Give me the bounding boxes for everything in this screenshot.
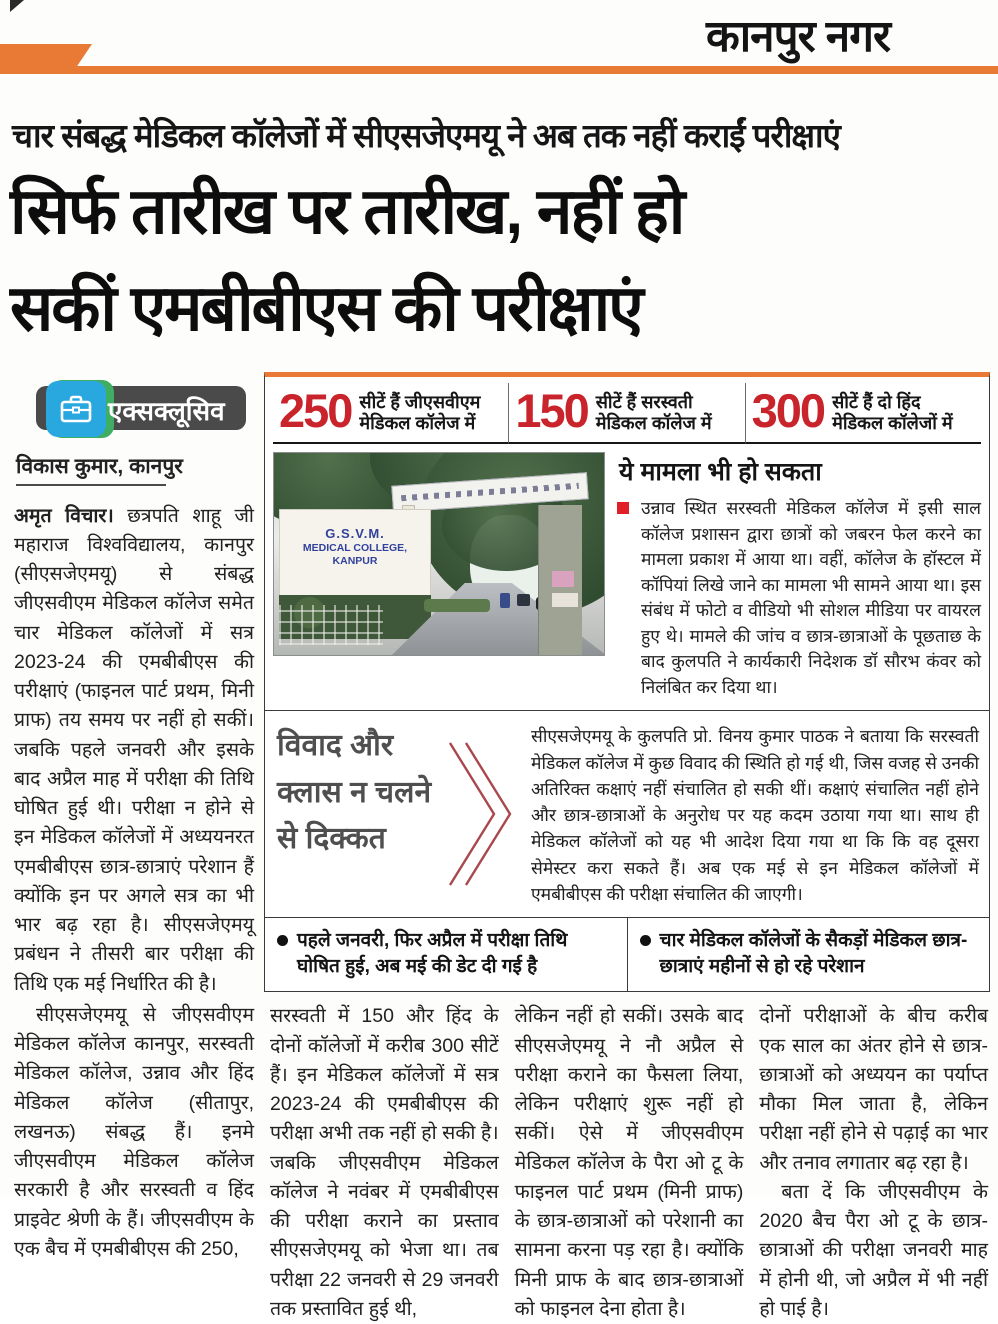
article-body <box>10 372 990 1324</box>
highlight-item <box>627 918 990 991</box>
case-box-text: उन्नाव स्थित सरस्वती मेडिकल कॉलेज में इसी साल कॉलेज प्रशासन द्वारा छात्रों को जबरन फेल करने का मामला प्रकाश में आया था। वहीं, कॉलेज के हॉस्टल में कॉपियां लिखे जाने का मामला भी सामने आया था। इस संबंध में फोटो व वीडियो भी सोशल मीडिया पर वायरल हुए थे। मामले की जांच व छात्र-छात्राओं के पूछताछ के बाद कुलपति ने कार्यकारी निदेशक डॉ सौरभ कंवर को निलंबित कर दिया था। <box>641 498 981 697</box>
byline: विकास कुमार, कानपुर <box>16 454 183 478</box>
stats-row <box>265 377 989 444</box>
road-verge <box>424 599 490 612</box>
gate-arch-text <box>401 483 579 501</box>
headline-line-1: सिर्फ तारीख पर तारीख, नहीं हो <box>10 175 684 247</box>
college-gate-photo <box>273 452 605 656</box>
college-sign-line1: G.S.V.M. <box>325 526 385 541</box>
photo-row <box>265 444 989 710</box>
second-paragraph: सीएसजेएमयू से जीएसवीएम मेडिकल कॉलेज कानपुर, सरस्वती मेडिकल कॉलेज, उन्नाव और हिंद मेडिकल कॉलेज (सीतापुर, लखनऊ) संबद्ध हैं। इनमे जीएसवीएम मेडिकल कॉलेज सरकारी है और सरस्वती व हिंद प्राइवेट श्रेणी के हैं। जीएसवीएम के एक बैच में एमबीबीएस की 250, <box>14 1003 254 1260</box>
column-paragraph: दोनों परीक्षाओं के बीच करीब एक साल का अंतर होने से छात्र-छात्राओं को अध्ययन का पर्याप्त मौका मिल जाता है, लेकिन परीक्षा नहीं होने से पढ़ाई का भार और तनाव लगातार बढ़ रहा है। <box>759 1005 989 1174</box>
feature-panel <box>264 372 990 993</box>
wall-poster <box>552 571 574 587</box>
headline-line-2: सकीं एमबीबीएस की परीक्षाएं <box>10 272 642 345</box>
body-column-2 <box>515 1002 744 1324</box>
exclusive-label: एक्सक्लूसिव <box>108 395 225 426</box>
stat-number: 150 <box>515 383 588 437</box>
quote-heading-line2: क्लास न चलने <box>277 775 432 809</box>
right-area <box>264 372 990 1324</box>
column-paragraph: बता दें कि जीएसवीएम के 2020 बैच पैरा ओ टू के छात्र-छात्राओं की परीक्षा जनवरी माह में होनी थी, जो अप्रैल में भी नहीं हो पाई है। <box>759 1180 989 1320</box>
orange-rule <box>24 66 998 74</box>
highlight-text: पहले जनवरी, फिर अप्रैल में परीक्षा तिथि घोषित हुई, अब मई की डेट दी गई है <box>297 930 568 977</box>
highlights-row <box>265 917 989 991</box>
quote-text: सीएसजेएमयू के कुलपति प्रो. विनय कुमार पाठक ने बताया कि सरस्वती मेडिकल कॉलेज में कुछ विवाद की स्थिति हो गई थी, जिस वजह से उनकी अतिरिक्त कक्षाएं नहीं संचालित हो सकी थीं। कक्षाएं संचालित नहीं होने और छात्र-छात्राओं के अनुरोध पर यह कदम उठाया गया था। साथ ही मेडिकल कॉलेजों को यह भी आदेश दिया गया था कि कि वह दूसरा सेमेस्टर करा सकते हैं। अब एक मई से इन मेडिकल कॉलेजों में एमबीबीएस की परीक्षा संचालित की जाएगी। <box>531 726 979 904</box>
highlight-text: चार मेडिकल कॉलेजों के सैकड़ों मेडिकल छात्र-छात्राएं महीनों से हो रहे परेशान <box>659 930 968 977</box>
stat-hind <box>745 383 981 444</box>
byline-rule <box>16 484 166 486</box>
bottom-columns <box>264 992 990 1324</box>
briefcase-icon <box>46 381 106 437</box>
stat-saraswati <box>508 383 744 444</box>
quote-heading <box>277 721 435 907</box>
stat-number: 300 <box>751 383 825 437</box>
case-box <box>617 452 981 700</box>
fence-grille <box>279 605 383 645</box>
college-sign <box>280 510 430 569</box>
highlight-item <box>265 918 627 991</box>
quote-heading-line3: से दिक्कत <box>277 822 386 856</box>
body-column-1 <box>270 1002 499 1324</box>
college-sign-wall <box>279 509 431 597</box>
stat-number: 250 <box>279 383 352 437</box>
lead-label: अमृत विचार। <box>14 504 114 527</box>
quote-heading-line1: विवाद और <box>277 729 394 763</box>
body-column-3 <box>759 1002 988 1324</box>
section-title: कानपुर नगर <box>705 12 890 61</box>
left-column <box>10 372 264 1265</box>
case-box-title: ये मामला भी हो सकता <box>619 458 822 486</box>
double-chevron-icon <box>441 721 525 907</box>
stat-label: सीटें हैं सरस्वती मेडिकल कॉलेज में <box>595 391 712 433</box>
masthead <box>10 0 990 82</box>
lead-paragraph <box>14 502 254 999</box>
bullet-dot-icon <box>640 935 651 946</box>
lead-text: छत्रपति शाहू जी महाराज विश्वविद्यालय, कानपुर (सीएसजेएमयू) से संबद्ध जीएसवीएम मेडिकल कॉलेज समेत चार मेडिकल कॉलेजों में सत्र 2023-24 की एमबीबीएस की परीक्षाएं (फाइनल पार्ट प्रथम, मिनी प्राफ) तय समय पर नहीं हो सकीं। जबकि पहले जनवरी और इसके बाद अप्रैल माह में परीक्षा की तिथि घोषित हुई थी। परीक्षा न होने से इन मेडिकल कॉलेजों में अध्ययनरत एमबीबीएस छात्र-छात्राएं परेशान हैं क्योंकि इन पर अगले सत्र का भी भार बढ़ रहा है। सीएसजेएमयू प्रबंधन ने तीसरी बार परीक्षा की तिथि एक मई निर्धारित की है। <box>14 504 254 995</box>
kicker-headline: चार संबद्ध मेडिकल कॉलेजों में सीएसजेएमयू ने अब तक नहीं कराईं परीक्षाएं <box>12 117 840 154</box>
rickshaw <box>500 593 510 608</box>
case-box-item <box>617 496 981 700</box>
column-paragraph: सरस्वती में 150 और हिंद के दोनों कॉलेजों में करीब 300 सीटें हैं। इन मेडिकल कॉलेजों में सत्र 2023-24 की एमबीबीएस की परीक्षा अभी तक नहीं हो सकी है। जबकि जीएसवीएम मेडिकल कॉलेज ने नवंबर में एमबीबीएस की परीक्षा कराने का प्रस्ताव सीएसजेएमयू को भेजा था। तब परीक्षा 22 जनवरी से 29 जनवरी तक प्रस्तावित हुई थी, <box>270 1005 499 1320</box>
car <box>517 594 530 606</box>
exclusive-badge <box>18 380 254 438</box>
bullet-dot-icon <box>277 935 288 946</box>
stat-gsvm <box>273 383 508 444</box>
college-sign-line2: MEDICAL COLLEGE, KANPUR <box>302 542 408 568</box>
main-headline <box>10 163 990 358</box>
stat-label: सीटें हैं दो हिंद मेडिकल कॉलेजों में <box>832 391 953 433</box>
column-paragraph: लेकिन नहीं हो सकीं। उसके बाद सीएसजेएमयू ने नौ अप्रैल से परीक्षा कराने का फैसला लिया, लेकिन परीक्षाएं शुरू नहीं हो सकीं। ऐसे में जीएसवीएम मेडिकल कॉलेज के पैरा ओ टू के फाइनल पार्ट प्रथम (मिनी प्राफ) के छात्र-छात्राओं को परेशानी का सामना करना पड़ रहा है। क्योंकि मिनी प्राफ के बाद छात्र-छात्राओं को फाइनल देना होता है। <box>514 1005 744 1320</box>
quote-section <box>265 710 989 917</box>
stat-label: सीटें हैं जीएसवीएम मेडिकल कॉलेज में <box>359 391 481 433</box>
corner-mark <box>10 0 24 12</box>
red-square-bullet-icon <box>617 502 629 514</box>
wall-poster <box>552 593 578 607</box>
